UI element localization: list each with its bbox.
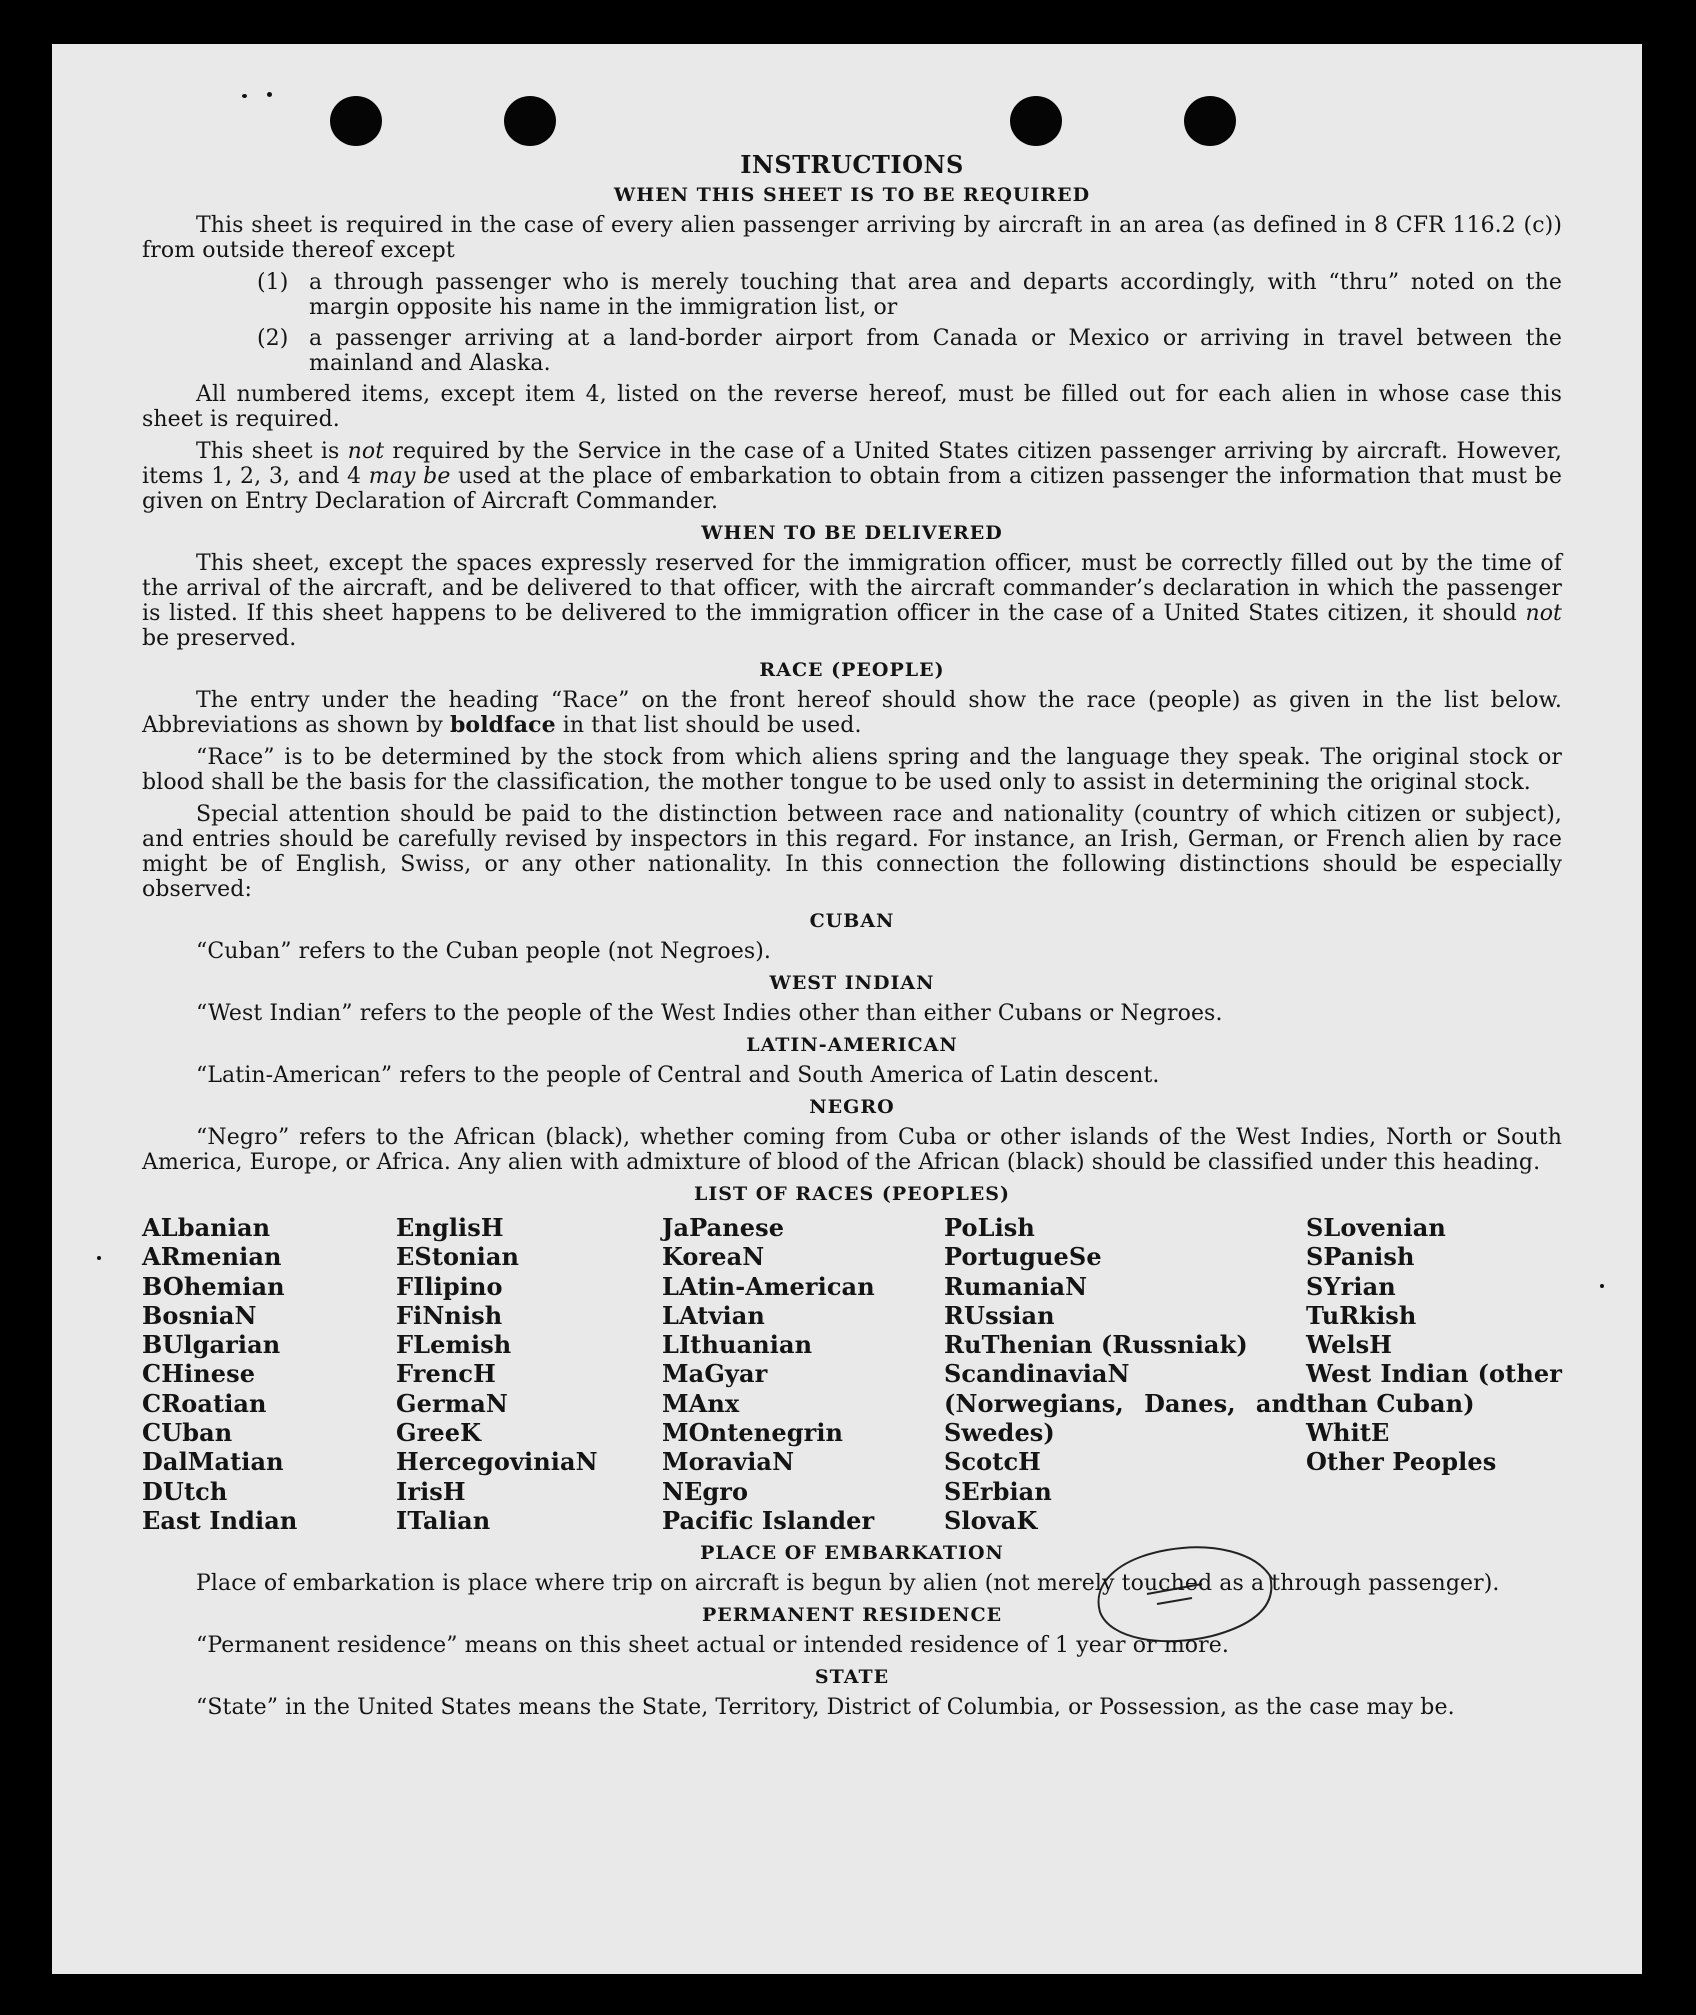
race-item: CRoatian	[142, 1388, 267, 1418]
race-item: LAtvian	[662, 1300, 765, 1330]
race-item: RUssian	[944, 1300, 1055, 1330]
paragraph: “Permanent residence” means on this sheet actual or intended residence of 1 year or more.	[196, 1633, 1229, 1659]
race-item: TuRkish	[1306, 1300, 1417, 1330]
races-column	[142, 1213, 396, 1535]
section-heading-cuban: CUBAN	[809, 910, 895, 932]
race-item: HercegoviniaN	[396, 1447, 598, 1477]
race-item: MoraviaN	[662, 1447, 795, 1477]
list-item: (1) a through passenger who is merely touching that area and departs accordingly, with “thru” noted on the margin opposite his name in the immigration list, or	[257, 270, 1562, 320]
paragraph: All numbered items, except item 4, listed on the reverse hereof, must be filled out for each alien in whose case this sheet is required.	[142, 382, 1562, 432]
race-item: ScandinaviaN (Norwegians, Danes, and Swedes)	[944, 1359, 1306, 1448]
paragraph: “West Indian” refers to the people of the West Indies other than either Cubans or Negroes.	[196, 1001, 1223, 1026]
document-sheet	[52, 44, 1642, 1974]
instructions-body	[142, 116, 1562, 1727]
race-item: FLemish	[396, 1330, 512, 1360]
races-column	[1306, 1213, 1562, 1535]
speck	[97, 1256, 101, 1260]
race-item: LAtin-American	[662, 1271, 875, 1301]
speck	[1600, 1284, 1604, 1288]
race-item: ALbanian	[142, 1213, 271, 1242]
race-item: SYrian	[1306, 1271, 1396, 1301]
section-heading-delivered: WHEN TO BE DELIVERED	[701, 522, 1003, 544]
race-item: EnglisH	[396, 1213, 504, 1242]
race-item: GreeK	[396, 1418, 482, 1448]
race-item: PoLish	[944, 1213, 1035, 1242]
race-item: WhitE	[1306, 1418, 1390, 1448]
race-item: West Indian (other than Cuban)	[1306, 1359, 1562, 1418]
list-item: (2) a passenger arriving at a land-border airport from Canada or Mexico or arriving in travel between the mainland and Alaska.	[257, 326, 1562, 376]
paragraph: “Negro” refers to the African (black), whether coming from Cuba or other islands of the West Indies, North or South America, Europe, or Africa. Any alien with admixture of blood of the African (black) should be classified under this heading.	[142, 1125, 1562, 1175]
race-item: BosniaN	[142, 1300, 257, 1330]
paragraph: “Latin-American” refers to the people of Central and South America of Latin descent.	[196, 1063, 1160, 1088]
paragraph: “State” in the United States means the State, Territory, District of Columbia, or Possession, as the case may be.	[196, 1695, 1455, 1721]
race-item: Pacific Islander	[662, 1505, 875, 1535]
paragraph: “Race” is to be determined by the stock from which aliens spring and the language they speak. The original stock or blood shall be the basis for the classification, the mother tongue to be used only to assist in determining the original stock.	[142, 745, 1562, 795]
race-item: FiNnish	[396, 1300, 503, 1330]
section-heading-races-list: LIST OF RACES (PEOPLES)	[694, 1183, 1010, 1205]
section-heading-race: RACE (PEOPLE)	[759, 659, 945, 681]
race-item: CHinese	[142, 1359, 256, 1389]
race-item: SErbian	[944, 1476, 1052, 1506]
race-item: MAnx	[662, 1388, 740, 1418]
race-item: RumaniaN	[944, 1271, 1088, 1301]
race-item: SPanish	[1306, 1242, 1415, 1272]
race-item: PortugueSe	[944, 1242, 1102, 1272]
section-heading-embarkation: PLACE OF EMBARKATION	[700, 1542, 1004, 1565]
race-item: RuThenian (Russniak)	[944, 1330, 1248, 1360]
race-item: CUban	[142, 1418, 233, 1448]
races-column	[396, 1213, 662, 1535]
section-heading-west-indian: WEST INDIAN	[769, 972, 935, 994]
race-item: Other Peoples	[1306, 1447, 1497, 1477]
race-item: JaPanese	[662, 1213, 785, 1242]
section-heading-negro: NEGRO	[809, 1096, 895, 1118]
race-item: KoreaN	[662, 1242, 765, 1272]
section-heading-state: STATE	[814, 1666, 890, 1689]
races-column	[662, 1213, 944, 1535]
race-item: SLovenian	[1306, 1213, 1446, 1242]
races-list	[142, 1213, 1562, 1535]
race-item: MOntenegrin	[662, 1418, 844, 1448]
race-item: GermaN	[396, 1388, 508, 1418]
paragraph: This sheet is not required by the Service in the case of a United States citizen passenger arriving by aircraft. However, items 1, 2, 3, and 4 may be used at the place of embarkation to obtain from a citizen passenger the information that must be given on Entry Declaration of Aircraft Commander.	[142, 439, 1562, 514]
races-column	[944, 1213, 1306, 1535]
section-heading-residence: PERMANENT RESIDENCE	[701, 1604, 1003, 1627]
paragraph: Special attention should be paid to the distinction between race and nationality (country of which citizen or subject), and entries should be carefully revised by inspectors in this regard. For instance, an Irish, German, or French alien by race might be of English, Swiss, or any other nationality. In this connection the following distinctions should be especially observed:	[142, 802, 1562, 902]
race-item: BUlgarian	[142, 1330, 281, 1360]
race-item: DalMatian	[142, 1447, 284, 1477]
paragraph: This sheet is required in the case of every alien passenger arriving by aircraft in an area (as defined in 8 CFR 116.2 (c)) from outside thereof except	[142, 213, 1562, 263]
paragraph: This sheet, except the spaces expressly reserved for the immigration officer, must be correctly filled out by the time of the arrival of the aircraft, and be delivered to that officer, with the aircraft commander’s declaration in which the passenger is listed. If this sheet happens to be delivered to the immigration officer in the case of a United States citizen, it should not be preserved.	[142, 551, 1562, 651]
race-item: SlovaK	[944, 1505, 1038, 1535]
race-item: ScotcH	[944, 1447, 1041, 1477]
paragraph: “Cuban” refers to the Cuban people (not Negroes).	[196, 939, 772, 964]
race-item: East Indian	[142, 1505, 298, 1535]
race-item: FIlipino	[396, 1271, 503, 1301]
race-item: FrencH	[396, 1359, 496, 1389]
race-item: NEgro	[662, 1476, 749, 1506]
speck	[267, 92, 272, 97]
paragraph: Place of embarkation is place where trip on aircraft is begun by alien (not merely touched as a through passenger).	[196, 1571, 1500, 1597]
section-heading-required: WHEN THIS SHEET IS TO BE REQUIRED	[613, 184, 1091, 206]
paragraph: The entry under the heading “Race” on the front hereof should show the race (people) as given in the list below. Abbreviations as shown by boldface in that list should be used.	[142, 688, 1562, 738]
race-item: WelsH	[1306, 1330, 1393, 1360]
race-item: IrisH	[396, 1476, 466, 1506]
page-title: INSTRUCTIONS	[740, 150, 964, 179]
race-item: EStonian	[396, 1242, 520, 1272]
race-item: LIthuanian	[662, 1330, 813, 1360]
race-item: BOhemian	[142, 1271, 285, 1301]
race-item: ITalian	[396, 1505, 491, 1535]
section-heading-latin-american: LATIN-AMERICAN	[746, 1034, 958, 1056]
speck	[242, 94, 247, 98]
race-item: ARmenian	[142, 1242, 282, 1272]
race-item: DUtch	[142, 1476, 228, 1506]
race-item: MaGyar	[662, 1359, 768, 1389]
